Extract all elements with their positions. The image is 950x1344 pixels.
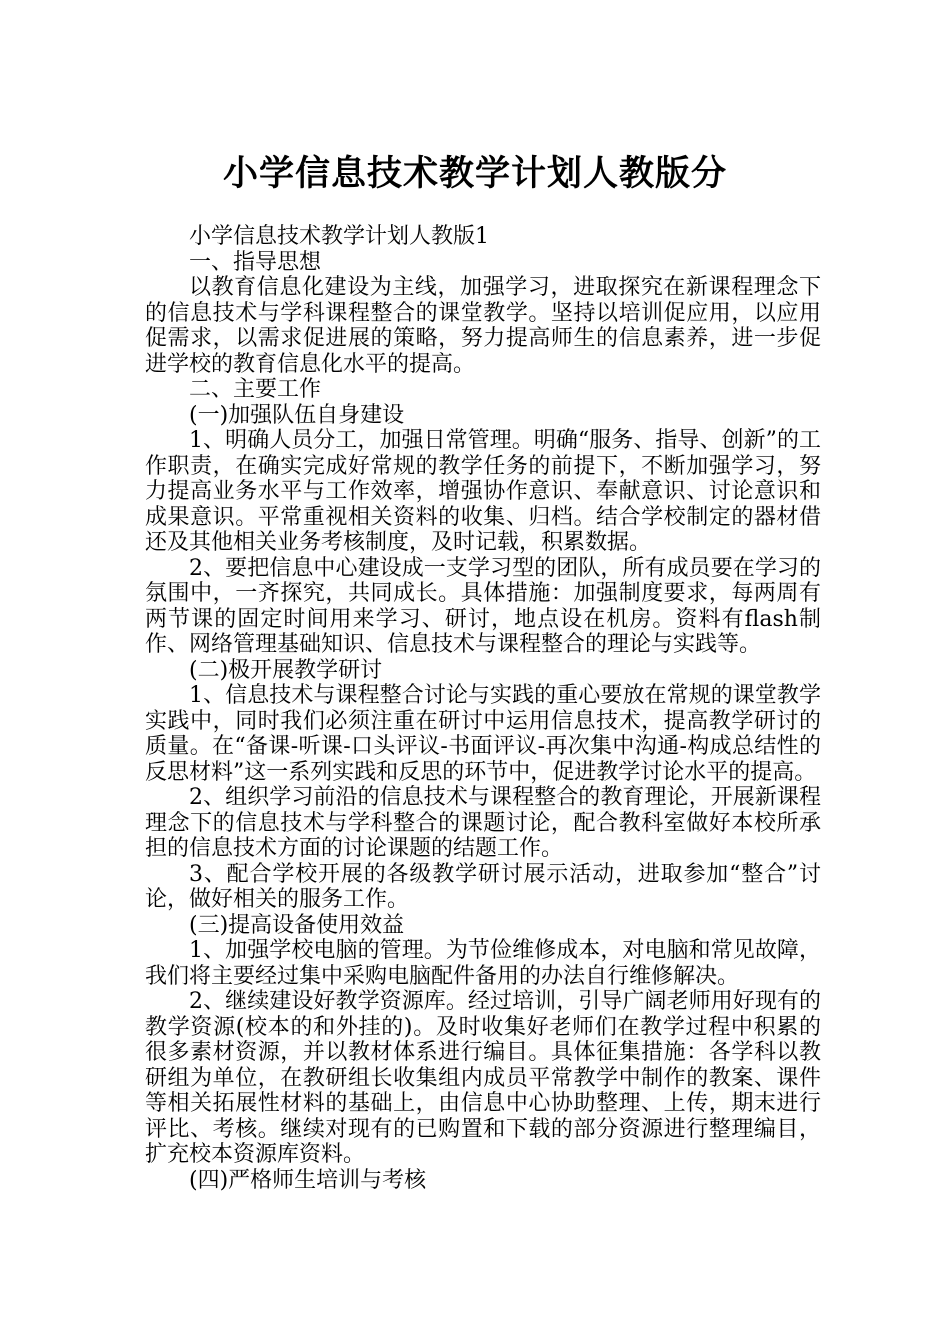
paragraph-teaching-research-1: 1、信息技术与课程整合讨论与实践的重心要放在常规的课堂教学实践中，同时我们必须注重在研讨中运用信息技术，提高教学研讨的质量。在“备课-听课-口头评议-书面评议-再次集中沟通-构成总结性的反思材料”这一系列实践和反思的环节中，促进教学讨论水平的提高。 xyxy=(145,683,821,785)
document-body xyxy=(145,224,821,1193)
paragraph-teaching-research-3: 3、配合学校开展的各级教学研讨展示活动，进取参加“整合”讨论，做好相关的服务工作。 xyxy=(145,861,821,912)
paragraph-team-building-1: 1、明确人员分工，加强日常管理。明确“服务、指导、创新”的工作职责，在确实完成好常规的教学任务的前提下，不断加强学习，努力提高业务水平与工作效率，增强协作意识、奉献意识、讨论意识和成果意识。平常重视相关资料的收集、归档。结合学校制定的器材借还及其他相关业务考核制度，及时记载，积累数据。 xyxy=(145,428,821,555)
subsection-heading-teaching-research: (二)极开展教学研讨 xyxy=(189,657,383,683)
document-title: 小学信息技术教学计划人教版分 xyxy=(222,153,727,195)
paragraph-guiding-ideology: 以教育信息化建设为主线，加强学习，进取探究在新课程理念下的信息技术与学科课程整合的课堂教学。坚持以培训促应用，以应用促需求，以需求促进展的策略，努力提高师生的信息素养，进一步促进学校的教育信息化水平的提高。 xyxy=(145,275,821,377)
paragraph-equipment-efficiency-1: 1、加强学校电脑的管理。为节俭维修成本，对电脑和常见故障，我们将主要经过集中采购电脑配件备用的办法自行维修解决。 xyxy=(145,938,821,989)
plan-subtitle: 小学信息技术教学计划人教版1 xyxy=(189,224,489,249)
section-heading-main-work: 二、主要工作 xyxy=(189,377,322,402)
subsection-heading-team-building: (一)加强队伍自身建设 xyxy=(189,402,405,428)
paragraph-equipment-efficiency-2: 2、继续建设好教学资源库。经过培训，引导广阔老师用好现有的教学资源(校本的和外挂的)。及时收集好老师们在教学过程中积累的很多素材资源，并以教材体系进行编目。具体征集措施：各学科以教研组为单位，在教研组长收集组内成员平常教学中制作的教案、课件等相关拓展性材料的基础上，由信息中心协助整理、上传，期末进行评比、考核。继续对现有的已购置和下载的部分资源进行整理编目，扩充校本资源库资料。 xyxy=(145,989,821,1167)
section-heading-guiding-ideology: 一、指导思想 xyxy=(189,249,322,275)
paragraph-team-building-2: 2、要把信息中心建设成一支学习型的团队，所有成员要在学习的氛围中，一齐探究，共同成长。具体措施：加强制度要求，每两周有两节课的固定时间用来学习、研讨，地点设在机房。资料有flash制作、网络管理基础知识、信息技术与课程整合的理论与实践等。 xyxy=(145,555,821,657)
paragraph-teaching-research-2: 2、组织学习前沿的信息技术与课程整合的教育理论，开展新课程理念下的信息技术与学科整合的课题讨论，配合教科室做好本校所承担的信息技术方面的讨论课题的结题工作。 xyxy=(145,785,821,861)
subsection-heading-training-assessment: (四)严格师生培训与考核 xyxy=(189,1167,427,1193)
subsection-heading-equipment-efficiency: (三)提高设备使用效益 xyxy=(189,912,405,938)
